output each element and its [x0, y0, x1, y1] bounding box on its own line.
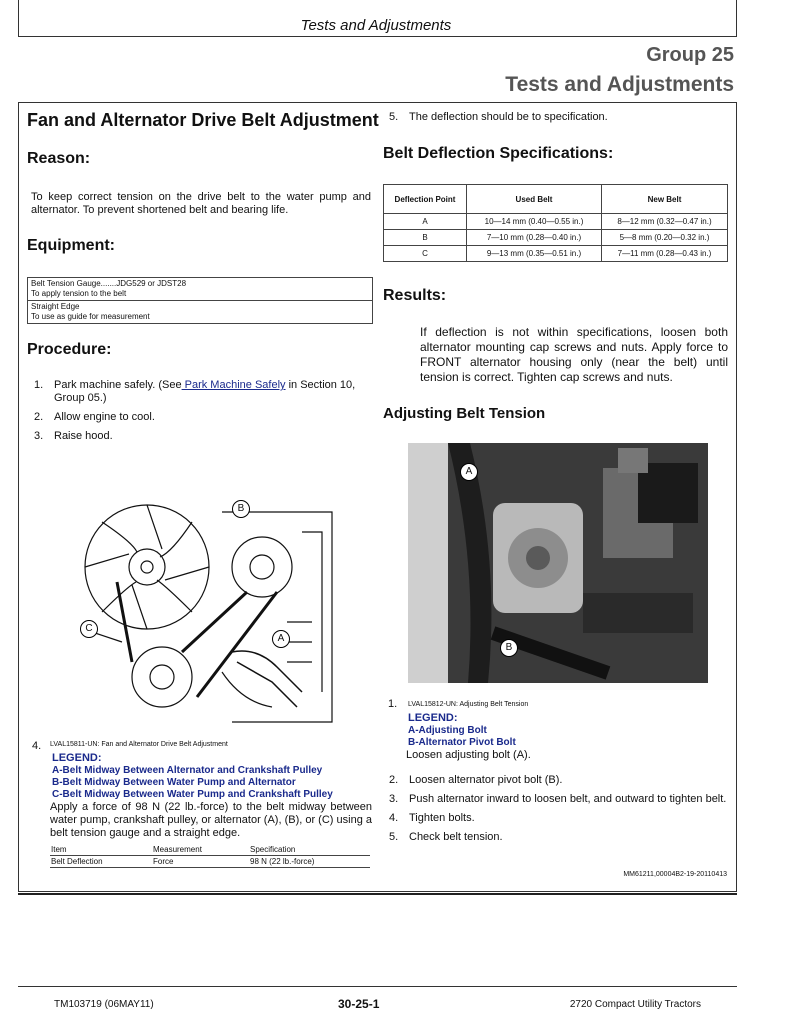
photo-caption: LVAL15812-UN: Adjusting Belt Tension [408, 701, 529, 708]
step-text-part: Park machine safely. (See [54, 379, 182, 391]
step-text: Tighten bolts. [409, 812, 475, 824]
equipment-table [27, 277, 373, 324]
reason-heading: Reason: [27, 150, 91, 167]
table-cell: 9—13 mm (0.35—0.51 in.) [467, 246, 602, 262]
step-text [54, 379, 372, 405]
equipment-name: Straight Edge [31, 302, 80, 311]
step-number: 3. [34, 430, 44, 442]
step-4-text: Apply a force of 98 N (22 lb.-force) to the belt midway between water pump, crankshaft pulley, or alternator (A), (B), or (C) using a belt tension gauge and a straight edge. [50, 801, 372, 839]
table-row [384, 246, 728, 262]
park-machine-safely-link[interactable]: Park Machine Safely [181, 379, 286, 391]
deflection-table [383, 184, 728, 262]
running-title: Tests and Adjustments [300, 17, 452, 34]
list-item [389, 774, 729, 787]
callout-b: B [232, 500, 250, 518]
equipment-heading: Equipment: [27, 237, 115, 254]
step-number: 4. [389, 812, 399, 824]
adj-step-1-number: 1. [388, 698, 398, 710]
legend [52, 765, 333, 801]
legend-item-b: B-Alternator Pivot Bolt [408, 737, 516, 748]
equipment-use: To use as guide for measurement [31, 312, 150, 321]
step-text: Allow engine to cool. [54, 411, 155, 423]
photo-legend-heading: LEGEND: [408, 712, 458, 724]
table-cell: Force [153, 857, 174, 866]
table-header: Specification [250, 845, 296, 854]
document-id: MM61211,00004B2-19-20110413 [623, 871, 727, 878]
content-divider [18, 893, 737, 895]
list-item [389, 812, 729, 825]
table-header: New Belt [602, 185, 728, 214]
step-number: 5. [389, 111, 399, 123]
section-title: Fan and Alternator Drive Belt Adjustment [27, 110, 379, 130]
table-cell: 7—10 mm (0.28—0.40 in.) [467, 230, 602, 246]
adjust-steps [389, 774, 729, 844]
step-text: Loosen alternator pivot bolt (B). [409, 774, 563, 786]
reason-text: To keep correct tension on the drive belt to the water pump and alternator. To prevent shortened belt and bearing life. [31, 191, 371, 216]
legend-item-c: C-Belt Midway Between Water Pump and Crankshaft Pulley [52, 789, 333, 800]
table-header: Used Belt [467, 185, 602, 214]
step-number: 2. [389, 774, 399, 786]
alternator-photo [408, 443, 708, 683]
equipment-row [28, 301, 372, 323]
belt-figure [72, 492, 342, 732]
list-item [389, 793, 729, 806]
engine-belt-drawing [72, 492, 342, 732]
callout-a: A [272, 630, 290, 648]
photo-legend [408, 725, 516, 749]
step-number: 1. [34, 379, 44, 391]
deflection-heading: Belt Deflection Specifications: [383, 145, 614, 162]
legend-heading: LEGEND: [52, 752, 102, 764]
table-cell: A [384, 214, 467, 230]
adjust-heading: Adjusting Belt Tension [383, 405, 546, 422]
results-heading: Results: [383, 287, 447, 304]
table-header-row [384, 185, 728, 214]
adj-step-1-text: Loosen adjusting bolt (A). [406, 749, 531, 761]
step-text-part: in Section 10, Group 05.) [54, 379, 356, 404]
step-text: Raise hood. [54, 430, 113, 442]
group-number: Group 25 [646, 44, 734, 66]
step-number: 5. [389, 831, 399, 843]
table-cell: Belt Deflection [51, 857, 103, 866]
table-header: Deflection Point [384, 185, 467, 214]
table-cell: 98 N (22 lb.-force) [250, 857, 315, 866]
list-item [34, 411, 372, 424]
list-item [34, 379, 372, 405]
footer-product: 2720 Compact Utility Tractors [569, 999, 701, 1010]
table-cell: B [384, 230, 467, 246]
figure-caption: LVAL15811-UN: Fan and Alternator Drive Belt Adjustment [50, 741, 228, 748]
step-text: Check belt tension. [409, 831, 503, 843]
photo-callout-a: A [460, 463, 478, 481]
list-item [389, 831, 729, 844]
table-cell: 7—11 mm (0.28—0.43 in.) [602, 246, 728, 262]
table-row [384, 214, 728, 230]
table-header-row [50, 844, 370, 856]
list-item [34, 430, 372, 443]
photo-callout-b: B [500, 639, 518, 657]
table-row [384, 230, 728, 246]
results-text: If deflection is not within specifications, loosen both alternator mounting cap screws and nuts. Apply force to FRONT alternator housing only (near the belt) until tension is correct. Tighten cap screws and nuts. [420, 325, 728, 384]
step-number: 3. [389, 793, 399, 805]
table-header: Item [51, 845, 67, 854]
footer-rule [18, 986, 737, 987]
legend-item-b: B-Belt Midway Between Water Pump and Alternator [52, 777, 296, 788]
table-row [50, 856, 370, 868]
table-header: Measurement [153, 845, 202, 854]
legend-item-a: A-Belt Midway Between Alternator and Crankshaft Pulley [52, 765, 323, 776]
footer-page-number: 30-25-1 [338, 997, 380, 1011]
equipment-name: Belt Tension Gauge.......JDG529 or JDST28 [31, 279, 187, 288]
spec-table [50, 844, 370, 868]
table-cell: 5—8 mm (0.20—0.32 in.) [602, 230, 728, 246]
equipment-row [28, 278, 372, 301]
step-number: 2. [34, 411, 44, 423]
step-text: Push alternator inward to loosen belt, and outward to tighten belt. [409, 793, 727, 805]
table-cell: C [384, 246, 467, 262]
group-title: Tests and Adjustments [505, 73, 734, 96]
legend-item-a: A-Adjusting Bolt [408, 725, 487, 736]
footer-manual: TM103719 (06MAY11) [54, 999, 154, 1010]
step-text: The deflection should be to specification. [409, 111, 608, 123]
callout-c: C [80, 620, 98, 638]
table-cell: 10—14 mm (0.40—0.55 in.) [467, 214, 602, 230]
table-cell: 8—12 mm (0.32—0.47 in.) [602, 214, 728, 230]
adjusting-belt-photo [408, 443, 708, 683]
step-4-number: 4. [32, 740, 42, 752]
procedure-steps [34, 379, 372, 443]
step-5 [389, 111, 608, 124]
procedure-heading: Procedure: [27, 341, 112, 358]
equipment-use: To apply tension to the belt [31, 289, 127, 298]
